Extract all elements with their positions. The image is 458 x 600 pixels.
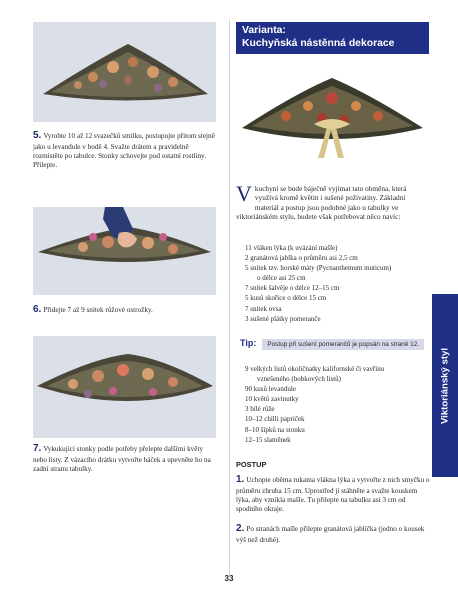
section-side-tab-label: Viktoriánský styl — [439, 347, 451, 424]
step-5-number: 5. — [33, 130, 42, 141]
step-6-text: Přidejte 7 až 9 snítek růžové ostrožky. — [43, 306, 153, 314]
procedure-step-1-number: 1. — [236, 474, 245, 485]
variant-title-line1: Varianta: — [242, 25, 286, 36]
list-item: 5 kusů skořice o délce 15 cm — [245, 294, 327, 303]
variant-title-box — [236, 22, 429, 54]
list-item: 9 velkých listů okoličnatky kalifornské či vavřínu vznešeného (bobkových listů) — [245, 365, 385, 384]
step-7 — [33, 443, 218, 474]
tip-text: Postup při sušení pomerančů je popsán na straně 12. — [262, 339, 424, 350]
photo-step-6 — [33, 207, 216, 295]
intro-text: kuchyni se bude báječně vyjímat tato obměna, která využívá kromě květin i sušené poživatiny. Základní materiál a postup jsou podobné jako u tabulky ve viktoriánském stylu, budete však potřebovat něco navíc: — [236, 184, 407, 221]
list-item: 3 bílé růže — [245, 405, 275, 414]
photo-step-7 — [33, 336, 216, 438]
list-item: 2 granátová jablka o průměru asi 2,5 cm — [245, 254, 358, 263]
procedure-step-1-text: Uchopte oběma rukama vlákna lýka a vytvořte z nich smyčku o průměru zhruba 15 cm. Uprostřed ji stáhněte a svažte kouskem lýka, aby vznikla mašle. Tu přilepte na tabulku asi 3 cm od spodního okraje. — [236, 476, 430, 514]
variant-title-line2: Kuchyňská nástěnná dekorace — [242, 37, 395, 49]
tip-box — [240, 336, 430, 350]
intro-paragraph — [236, 181, 429, 221]
procedure-heading: POSTUP — [236, 460, 267, 469]
step-7-text: Vykukující stonky podle potřeby přelepte dalšími květy nebo listy. Z vázacího drátku vytvořte háček a upevněte ho na zadní stranu tabulky. — [33, 445, 211, 474]
list-item: 7 snítek ovsa — [245, 304, 282, 313]
list-item: 8–10 šípků na stonku — [245, 425, 305, 434]
materials-list-a — [245, 243, 430, 324]
materials-list-b — [245, 364, 430, 445]
section-side-tab — [432, 294, 458, 477]
list-item: 90 kusů levandule — [245, 385, 296, 394]
procedure-step-1 — [236, 474, 430, 514]
list-item: 12–15 slaměnek — [245, 435, 291, 444]
column-divider — [229, 20, 230, 575]
step-5 — [33, 130, 218, 170]
procedure-step-2-number: 2. — [236, 523, 245, 534]
page-number: 33 — [224, 574, 234, 583]
list-item: 5 snítek tzv. horské máty (Pycnanthemum muticum) o délce asi 25 cm — [245, 264, 392, 283]
list-item: 10 květů zavinutky — [245, 395, 299, 404]
tip-label: Tip: — [240, 338, 257, 348]
procedure-step-2-text: Po stranách mašle přilepte granátová jablíčka (jedno o kousek výš než druhé). — [236, 525, 425, 544]
step-5-text: Vyrobte 10 až 12 svazečků smilku, postupujte přitom stejně jako u levandule v bodě 4. Svažte drátem a pravidelně rozmístěte po tabulce. Stonky schovejte pod ostatní rostliny. Přilepte. — [33, 132, 215, 170]
list-item: 11 vláken lýka (k uvázání mašle) — [245, 244, 338, 252]
intro-dropcap: V — [236, 181, 252, 206]
photo-kitchen-variant — [236, 58, 429, 176]
list-item: 3 sušené plátky pomeranče — [245, 314, 321, 323]
procedure-step-2 — [236, 523, 430, 545]
list-item: 7 snítek šalvěje o délce 12–15 cm — [245, 284, 340, 293]
step-6-number: 6. — [33, 304, 42, 315]
step-6 — [33, 304, 218, 317]
photo-step-5 — [33, 22, 216, 122]
list-item: 10–12 chilli papriček — [245, 415, 305, 424]
step-7-number: 7. — [33, 443, 42, 454]
